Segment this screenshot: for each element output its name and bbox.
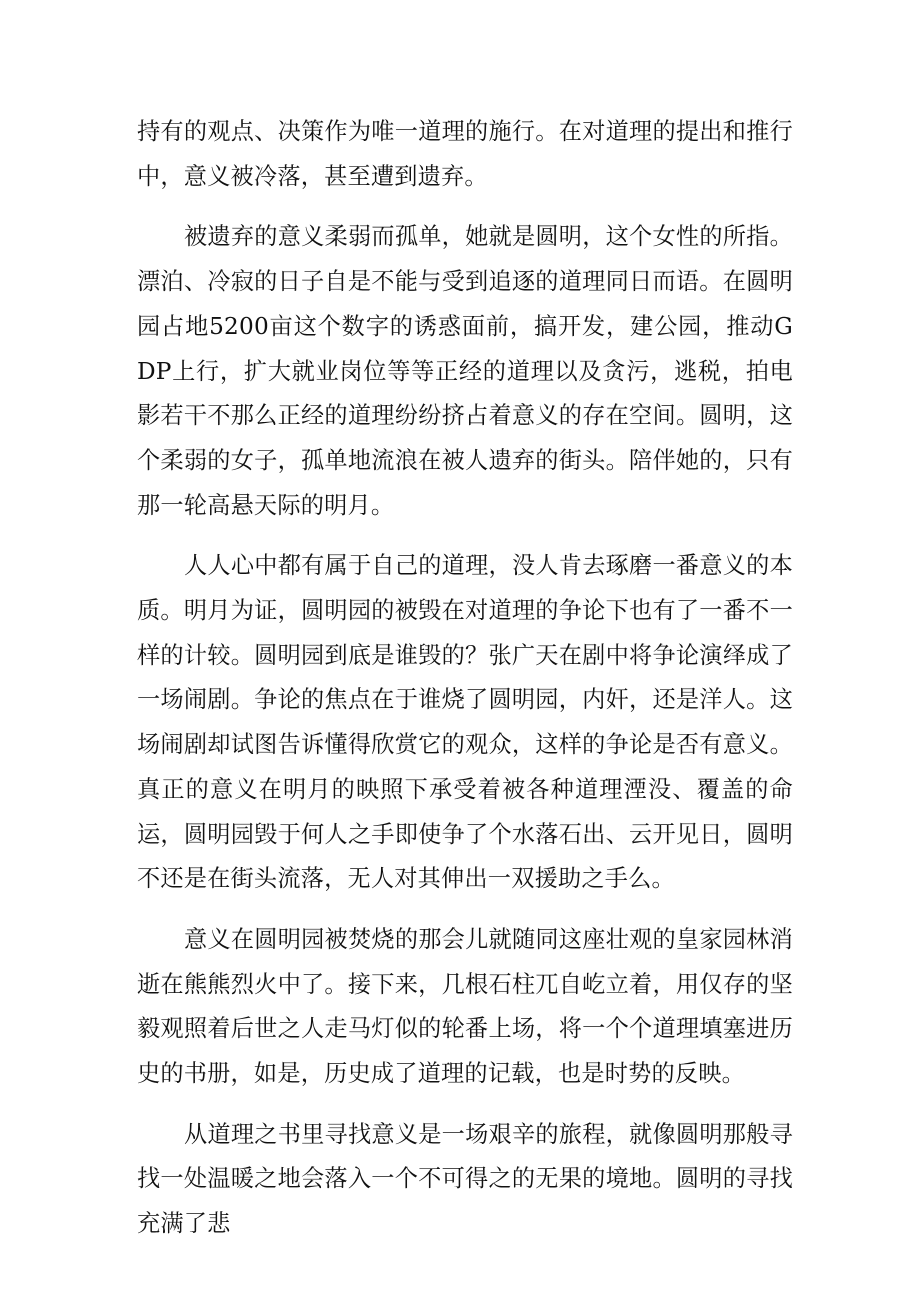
paragraph-3: 人人心中都有属于自己的道理，没人肯去琢磨一番意义的本质。明月为证，圆明园的被毁在对道理的争论下也有了一番不一样的计较。圆明园到底是谁毁的？张广天在剧中将争论演绎成了一场闹剧。争论的焦点在于谁烧了圆明园，内奸，还是洋人。这场闹剧却试图告诉懂得欣赏它的观众，这样的争论是否有意义。真正的意义在明月的映照下承受着被各种道理湮没、覆盖的命运，圆明园毁于何人之手即使争了个水落石出、云开见日，圆明不还是在街头流落，无人对其伸出一双援助之手么。 — [137, 552, 793, 893]
body-text — [137, 110, 793, 1247]
paragraph-4: 意义在圆明园被焚烧的那会儿就随同这座壮观的皇家园林消逝在熊熊烈火中了。接下来，几根石柱兀自屹立着，用仅存的坚毅观照着后世之人走马灯似的轮番上场，将一个个道理填塞进历史的书册，如是，历史成了道理的记载，也是时势的反映。 — [137, 925, 793, 1088]
paragraph-2: 被遗弃的意义柔弱而孤单，她就是圆明，这个女性的所指。漂泊、冷寂的日子自是不能与受到追逐的道理同日而语。在圆明园占地5200亩这个数字的诱惑面前，搞开发，建公园，推动GDP上行，扩大就业岗位等等正经的道理以及贪污，逃税，拍电影若干不那么正经的道理纷纷挤占着意义的存在空间。圆明，这个柔弱的女子，孤单地流浪在被人遗弃的街头。陪伴她的，只有那一轮高悬天际的明月。 — [137, 223, 793, 519]
paragraph-5: 从道理之书里寻找意义是一场艰辛的旅程，就像圆明那般寻找一处温暖之地会落入一个不可得之的无果的境地。圆明的寻找充满了悲 — [137, 1120, 793, 1238]
paragraph-1: 持有的观点、决策作为唯一道理的施行。在对道理的提出和推行中，意义被冷落，甚至遭到遗弃。 — [137, 118, 793, 190]
